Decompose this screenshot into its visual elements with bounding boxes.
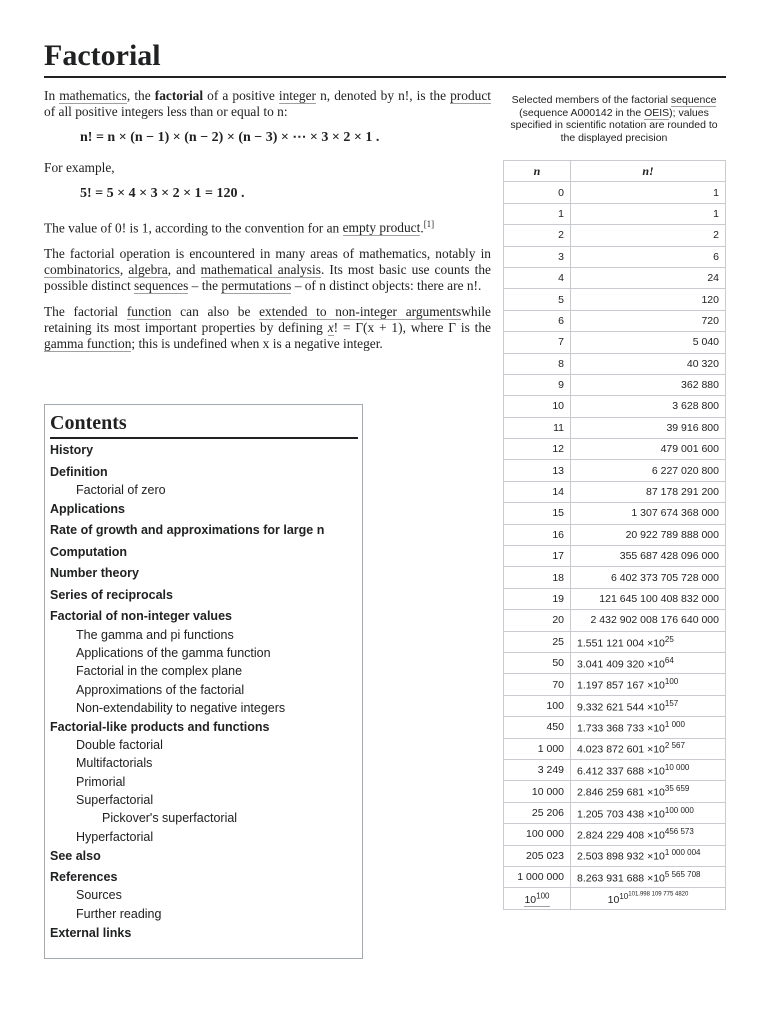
table-row (504, 332, 726, 353)
table-row (504, 845, 726, 866)
toc-item[interactable]: The gamma and pi functions (76, 627, 234, 642)
cell-factorial: 2.503 898 $932 \times 10^{1 000 004}$ (571, 845, 726, 866)
cell-factorial: 8.263 931 $688 \times 10^{5 565 708}$ (571, 866, 726, 887)
cell-factorial: 120 (571, 289, 726, 310)
cell-n: 1 000 (504, 738, 571, 759)
table-row (504, 824, 726, 845)
cell-n: 6 (504, 310, 571, 331)
page-title: Factorial (44, 39, 161, 72)
link-algebra[interactable]: algebra (128, 262, 168, 278)
cell-factorial: 1 307 674 368 000 (571, 503, 726, 524)
table-row (504, 610, 726, 631)
toc-item[interactable]: Factorial-like products and functions (50, 719, 270, 734)
link-extended-non-integer[interactable]: extended to non-integer arguments (259, 304, 462, 320)
example-text: For example, (44, 160, 115, 175)
table-row (504, 524, 726, 545)
zero-paragraph: The value of 0! is 1, according to the convention for an empty product.[1] (44, 219, 435, 236)
cell-n: 3 249 (504, 759, 571, 780)
table-row (504, 759, 726, 780)
cell-factorial: 40 320 (571, 353, 726, 374)
table-row (504, 738, 726, 759)
math-x: x (327, 320, 334, 336)
table-row (504, 182, 726, 203)
cell-factorial: 2 (571, 225, 726, 246)
toc-item[interactable]: Further reading (76, 906, 162, 921)
header-n: n (504, 161, 571, 182)
cell-n: 8 (504, 353, 571, 374)
cell-n: 100 000 (504, 824, 571, 845)
link-permutations[interactable]: permutations (221, 278, 292, 294)
cell-n: 18 (504, 567, 571, 588)
cell-n: 12 (504, 439, 571, 460)
table-of-contents (44, 404, 363, 959)
cell-factorial: 2 432 902 008 176 640 000 (571, 610, 726, 631)
cell-n: 1 (504, 203, 571, 224)
table-row (504, 503, 726, 524)
cell-factorial: $10^{10^{101.998 109 775 4820}}$ (571, 888, 726, 909)
link-mathematical-analysis[interactable]: mathematical analysis (200, 262, 321, 278)
table-row (504, 267, 726, 288)
cell-n: 15 (504, 503, 571, 524)
cell-n: 7 (504, 332, 571, 353)
cell-n: 11 (504, 417, 571, 438)
cell-n: 205 023 (504, 845, 571, 866)
table-row (504, 802, 726, 823)
cell-n: 9 (504, 374, 571, 395)
cell-factorial: 1.733 368 $733 \times 10^{1 000}$ (571, 717, 726, 738)
intro-paragraph: In mathematics, the factorial of a positive integer n, denoted by n!, is the product of all positive integers less than or equal to n: (44, 88, 491, 119)
cell-factorial: 24 (571, 267, 726, 288)
table-row (504, 652, 726, 673)
table-row (504, 588, 726, 609)
cell-n: $10^{100}$ (504, 888, 571, 909)
cell-factorial: 87 178 291 200 (571, 481, 726, 502)
cell-factorial: 121 645 100 408 832 000 (571, 588, 726, 609)
toc-item[interactable]: Superfactorial (76, 793, 154, 807)
cell-factorial: 1.551 121 $004 \times 10^{25}$ (571, 631, 726, 652)
table-caption: Selected members of the factorial sequence (sequence A000142 in the OEIS); values specified in scientific notation are rounded to the displayed precision (510, 94, 718, 144)
toc-item[interactable]: See also (50, 848, 101, 863)
toc-item[interactable]: Applications of the gamma function (76, 645, 271, 660)
toc-item[interactable]: Approximations of the factorial (76, 682, 245, 697)
toc-item[interactable]: Computation (50, 544, 128, 559)
table-row (504, 374, 726, 395)
link-function[interactable]: function (126, 304, 172, 320)
cell-n: 19 (504, 588, 571, 609)
toc-item[interactable]: Factorial of non-integer values (50, 609, 232, 624)
cell-n: 10 (504, 396, 571, 417)
cell-factorial: 2.824 229 $408 \times 10^{456 573}$ (571, 824, 726, 845)
table-row (504, 225, 726, 246)
cell-factorial: 6 402 373 705 728 000 (571, 567, 726, 588)
cell-n: 14 (504, 481, 571, 502)
equation-example: 5! = 5 × 4 × 3 × 2 × 1 = 120 . (80, 186, 245, 201)
cell-factorial: 3.041 409 $320 \times 10^{64}$ (571, 652, 726, 673)
cell-factorial: 6.412 337 $688 \times 10^{10 000}$ (571, 759, 726, 780)
table-row (504, 695, 726, 716)
table-row (504, 203, 726, 224)
table-row (504, 460, 726, 481)
gamma-paragraph: The factorial function can also be extended to non-integer argumentswhile retaining its most important properties by defining x! = Γ(x + 1), where Γ is the gamma function; this is undefined when x is a negative integer. (44, 304, 491, 352)
bold-factorial: factorial (154, 88, 204, 103)
toc-item[interactable]: References (50, 870, 118, 885)
table-row (504, 396, 726, 417)
cell-factorial: 1.197 857 $167 \times 10^{100}$ (571, 674, 726, 695)
cell-factorial: 5 040 (571, 332, 726, 353)
cell-factorial: 1 (571, 203, 726, 224)
table-row (504, 888, 726, 909)
table-row (504, 546, 726, 567)
cell-n: 5 (504, 289, 571, 310)
toc-item[interactable]: Multifactorials (76, 756, 153, 771)
table-row (504, 439, 726, 460)
cell-factorial: 1 (571, 182, 726, 203)
toc-item[interactable]: Pickover's superfactorial (102, 811, 238, 826)
table-row (504, 717, 726, 738)
toc-item[interactable]: External links (50, 925, 132, 940)
cell-n: 50 (504, 652, 571, 673)
table-row (504, 289, 726, 310)
toc-item[interactable]: Sources (76, 888, 122, 903)
link-oeis[interactable]: OEIS (644, 106, 670, 119)
link-product[interactable]: product (450, 88, 491, 103)
table-row (504, 417, 726, 438)
toc-item[interactable]: Definition (50, 464, 108, 479)
table-row (504, 481, 726, 502)
link-integer[interactable]: integer (278, 88, 317, 103)
cell-factorial: 39 916 800 (571, 417, 726, 438)
cell-n: 16 (504, 524, 571, 545)
toc-title: Contents (50, 411, 358, 439)
cell-factorial: 479 001 600 (571, 439, 726, 460)
cell-factorial: 720 (571, 310, 726, 331)
table-row (504, 866, 726, 887)
toc-item[interactable]: Number theory (50, 566, 139, 581)
toc-item[interactable]: Factorial of zero (76, 482, 166, 497)
cell-factorial: 6 (571, 246, 726, 267)
article-body (44, 88, 491, 362)
cell-factorial: 4.023 872 $601 \times 10^{2 567}$ (571, 738, 726, 759)
cell-n: 70 (504, 674, 571, 695)
title-rule (44, 76, 726, 78)
toc-item[interactable]: Series of reciprocals (50, 587, 173, 602)
equation-definition: n! = n × (n − 1) × (n − 2) × (n − 3) × ⋯ × 3 × 2 × 1 . (80, 130, 380, 145)
cell-n: 0 (504, 182, 571, 203)
table-row (504, 674, 726, 695)
cell-factorial: 3 628 800 (571, 396, 726, 417)
table-row (504, 310, 726, 331)
cell-n: 3 (504, 246, 571, 267)
header-factorial: n! (571, 161, 726, 182)
table-row (504, 781, 726, 802)
table-row (504, 567, 726, 588)
cell-n: 17 (504, 546, 571, 567)
cell-factorial: 20 922 789 888 000 (571, 524, 726, 545)
toc-item[interactable]: Hyperfactorial (76, 829, 154, 844)
cell-factorial: 362 880 (571, 374, 726, 395)
factorial-table (503, 160, 726, 910)
toc-item[interactable]: Non-extendability to negative integers (76, 700, 286, 715)
table-header-row (504, 161, 726, 182)
toc-item[interactable]: Double factorial (76, 738, 163, 753)
cell-factorial: 2.846 259 $681 \times 10^{35 659}$ (571, 781, 726, 802)
toc-item[interactable]: Rate of growth and approximations for large n (50, 523, 325, 538)
cell-n: 1 000 000 (504, 866, 571, 887)
cell-n: 20 (504, 610, 571, 631)
cell-factorial: 1.205 703 $438 \times 10^{100 000}$ (571, 802, 726, 823)
cell-n: 450 (504, 717, 571, 738)
table-body (504, 182, 726, 909)
link-sequence[interactable]: sequence (670, 94, 717, 106)
link-sequences[interactable]: sequences (134, 278, 189, 294)
cell-n: 25 (504, 631, 571, 652)
toc-item[interactable]: Applications (50, 501, 126, 516)
link-combinatorics[interactable]: combinatorics (44, 262, 120, 278)
table-row (504, 353, 726, 374)
cell-n: 2 (504, 225, 571, 246)
cell-n: 10 000 (504, 781, 571, 802)
toc-item[interactable]: Primorial (76, 774, 126, 789)
uses-paragraph: The factorial operation is encountered in many areas of mathematics, notably in combinatorics, algebra, and mathematical analysis. Its most basic use counts the possible distinct sequences – the permutations – of n distinct objects: there are n!. (44, 246, 491, 294)
link-empty-product[interactable]: empty product (342, 220, 421, 236)
link-mathematics[interactable]: mathematics (59, 88, 127, 103)
cell-factorial: 355 687 428 096 000 (571, 546, 726, 567)
cell-n: 13 (504, 460, 571, 481)
link-gamma-function[interactable]: gamma function (44, 336, 132, 352)
table-row (504, 631, 726, 652)
cell-factorial: 6 227 020 800 (571, 460, 726, 481)
table-row (504, 246, 726, 267)
toc-item[interactable]: History (50, 443, 94, 457)
cell-factorial: 9.332 621 $544 \times 10^{157}$ (571, 695, 726, 716)
toc-item[interactable]: Factorial in the complex plane (76, 664, 243, 679)
cell-n: 4 (504, 267, 571, 288)
cell-n: 100 (504, 695, 571, 716)
reference-1[interactable]: [1] (423, 219, 435, 229)
cell-n: 25 206 (504, 802, 571, 823)
